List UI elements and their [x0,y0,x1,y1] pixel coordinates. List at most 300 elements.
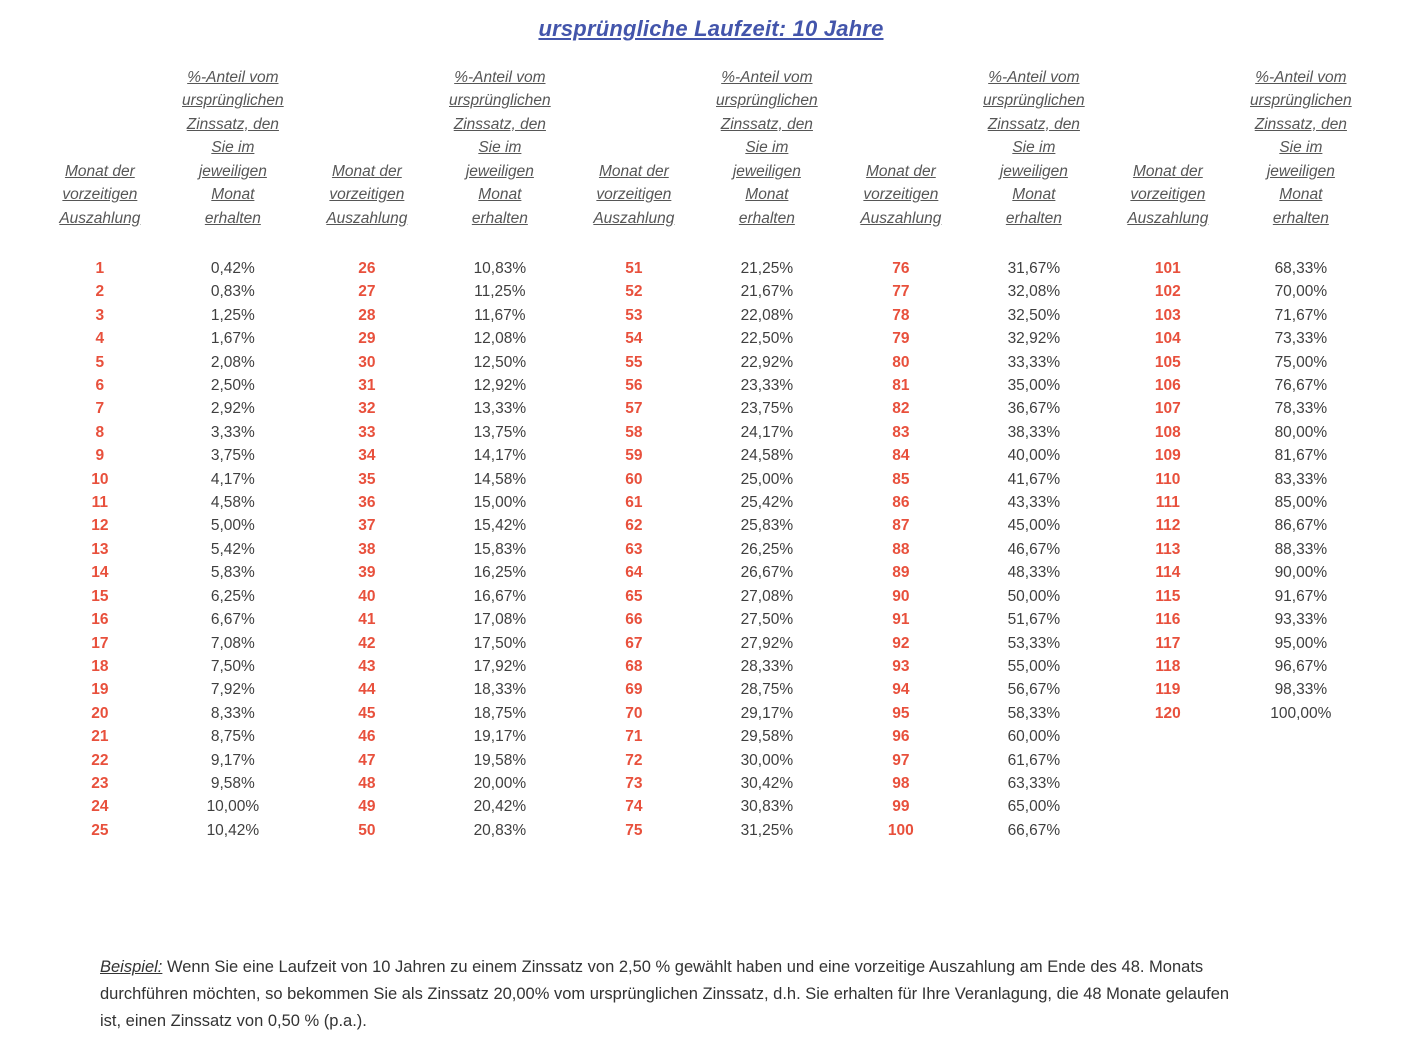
percent-cell: 36,67% [1007,400,1061,418]
percent-header-line [690,89,844,113]
percent-cell: 56,67% [1007,681,1061,699]
percent-header-text: %-Anteil vom [988,68,1080,86]
table-row [578,632,844,655]
table-row [44,749,310,772]
table-row [845,397,1111,420]
table-row [311,514,577,537]
table-group-body [1112,257,1378,725]
table-row [311,280,577,303]
table-row [578,444,844,467]
percent-header-line [423,89,577,113]
table-row [578,608,844,631]
table-row [44,632,310,655]
month-cell: 53 [625,306,643,324]
percent-cell: 9,17% [210,751,255,769]
month-cell: 54 [625,330,643,348]
percent-cell: 50,00% [1007,587,1061,605]
month-cell: 32 [358,400,376,418]
percent-header-text: %-Anteil vom [721,68,813,86]
table-row [1112,397,1378,420]
percent-cell: 17,92% [473,657,527,675]
month-cell: 83 [892,423,910,441]
month-cell: 10 [91,470,109,488]
percent-header-line [423,136,577,160]
month-cell: 81 [892,377,910,395]
month-header-text: Monat der [64,162,135,180]
table-row [1112,327,1378,350]
month-cell: 20 [91,704,109,722]
percent-header-line [1224,160,1378,184]
table-row [845,468,1111,491]
month-cell: 18 [91,657,109,675]
month-header-text: vorzeitigen [596,186,672,203]
percent-header-text: Monat [1279,186,1323,203]
table-row [44,257,310,280]
month-header-text: Monat der [1132,162,1203,180]
month-cell: 71 [625,728,643,746]
percent-header-text: Zinssatz, den [1254,115,1347,133]
percent-column-header [690,66,844,231]
month-cell: 75 [625,821,643,839]
percent-cell: 29,58% [740,728,794,746]
month-cell: 91 [892,611,910,629]
percent-header-text: Zinssatz, den [720,115,813,133]
month-cell: 89 [892,564,910,582]
table-row [44,468,310,491]
month-cell: 100 [887,821,914,839]
percent-header-line [156,207,310,231]
percent-cell: 22,92% [740,353,794,371]
month-cell: 37 [358,517,376,535]
percent-cell: 17,50% [473,634,527,652]
table-row [311,397,577,420]
month-cell: 34 [358,447,376,465]
table-row [845,374,1111,397]
percent-cell: 32,08% [1007,283,1061,301]
table-row [578,280,844,303]
month-cell: 84 [892,447,910,465]
table-row [578,655,844,678]
percent-header-text: jeweiligen [465,162,534,180]
percent-cell: 86,67% [1274,517,1328,535]
percent-cell: 35,00% [1007,377,1061,395]
table-row [845,725,1111,748]
example-text: Wenn Sie eine Laufzeit von 10 Jahren zu einem Zinssatz von 2,50 % gewählt haben und eine vorzeitige Auszahlung am Ende des 48. Monats durchführen möchten, so bekommen Sie als Zinssatz 20,00% vom ursprünglichen Zinssatz, d.h. Sie erhalten für Ihre Veranlagung, die 48 Monate gelaufen ist, einen Zinssatz von 0,50 % (p.a.). [100,958,1230,1030]
percent-cell: 16,67% [473,587,527,605]
month-header-line [311,207,423,231]
month-header-line [44,160,156,184]
percent-cell: 33,33% [1007,353,1061,371]
table-row [578,374,844,397]
month-cell: 55 [625,353,643,371]
table-row [578,538,844,561]
percent-cell: 17,08% [473,611,527,629]
percent-cell: 55,00% [1007,657,1061,675]
month-cell: 74 [625,798,643,816]
month-header-line [845,207,957,231]
month-cell: 49 [358,798,376,816]
month-cell: 114 [1155,564,1181,582]
percent-cell: 26,67% [740,564,794,582]
table-row [845,257,1111,280]
table-row [578,702,844,725]
percent-cell: 13,75% [473,423,527,441]
month-cell: 51 [625,260,643,277]
month-cell: 82 [892,400,910,418]
percent-cell: 0,42% [210,260,255,277]
month-cell: 119 [1155,681,1181,699]
table-row [845,514,1111,537]
percent-header-line [423,66,577,90]
table-row [311,608,577,631]
percent-cell: 88,33% [1274,540,1328,558]
table-row [578,468,844,491]
percent-header-text: ursprünglichen [983,92,1085,109]
month-cell: 103 [1154,306,1181,324]
percent-cell: 58,33% [1007,704,1061,722]
table-group-header [845,64,1111,230]
percent-header-line [957,136,1111,160]
percent-header-line [1224,136,1378,160]
month-cell: 108 [1154,423,1181,441]
month-cell: 36 [358,494,376,512]
month-cell: 112 [1155,517,1181,535]
percent-header-text: jeweiligen [1266,162,1335,180]
month-cell: 26 [358,260,376,277]
month-cell: 72 [625,751,643,769]
table-row [311,795,577,818]
table-row [578,772,844,795]
percent-cell: 8,33% [210,704,255,722]
month-cell: 52 [625,283,643,301]
percent-cell: 10,83% [473,260,527,277]
table-group-header [1112,64,1378,230]
month-cell: 8 [95,423,105,441]
percent-cell: 14,17% [473,447,527,465]
payout-rate-table [44,64,1378,842]
month-cell: 87 [892,517,910,535]
table-row [44,772,310,795]
table-row [44,655,310,678]
month-header-text: Auszahlung [59,209,141,227]
percent-cell: 8,75% [210,728,255,746]
month-cell: 33 [358,423,376,441]
table-row [1112,421,1378,444]
table-row [578,749,844,772]
month-cell: 11 [91,494,109,512]
month-header-line [845,160,957,184]
table-row [44,327,310,350]
percent-cell: 27,08% [740,587,794,605]
table-row [1112,374,1378,397]
percent-cell: 1,67% [210,330,255,348]
table-row [1112,655,1378,678]
month-cell: 57 [625,400,643,418]
percent-cell: 5,00% [210,517,255,535]
month-cell: 15 [91,587,109,605]
percent-header-text: Sie im [1279,139,1323,156]
percent-header-line [1224,113,1378,137]
percent-header-text: Zinssatz, den [987,115,1080,133]
month-cell: 93 [892,657,910,675]
month-cell: 92 [892,634,910,652]
percent-header-line [1224,89,1378,113]
percent-cell: 15,00% [473,494,527,512]
table-row [578,397,844,420]
month-cell: 31 [358,377,376,395]
month-cell: 109 [1154,447,1181,465]
month-cell: 6 [95,377,105,395]
percent-header-text: ursprünglichen [449,92,551,109]
percent-cell: 60,00% [1007,728,1061,746]
month-cell: 73 [625,774,643,792]
month-cell: 99 [892,798,910,816]
percent-cell: 31,25% [740,821,794,839]
table-row [44,374,310,397]
month-cell: 4 [95,330,105,348]
month-cell: 46 [358,728,376,746]
table-group-body [845,257,1111,842]
month-cell: 106 [1154,377,1181,395]
table-row [44,585,310,608]
percent-header-text: erhalten [204,209,261,227]
percent-header-line [957,89,1111,113]
month-cell: 60 [625,470,643,488]
month-cell: 118 [1155,657,1181,675]
table-row [845,304,1111,327]
month-cell: 77 [892,283,910,301]
percent-cell: 81,67% [1274,447,1328,465]
table-row [1112,351,1378,374]
percent-cell: 19,17% [473,728,527,746]
percent-cell: 48,33% [1007,564,1061,582]
table-row [311,421,577,444]
percent-cell: 15,83% [473,540,527,558]
percent-header-text: Monat [1012,186,1056,203]
percent-cell: 12,92% [473,377,527,395]
month-cell: 79 [892,330,910,348]
percent-cell: 12,50% [473,353,527,371]
percent-cell: 0,83% [210,283,255,301]
month-header-text: Auszahlung [860,209,942,227]
table-row [845,327,1111,350]
table-row [1112,702,1378,725]
percent-cell: 11,25% [474,283,526,301]
percent-header-line [156,66,310,90]
table-row [845,702,1111,725]
percent-cell: 31,67% [1007,260,1061,277]
percent-cell: 12,08% [473,330,527,348]
table-row [578,678,844,701]
percent-cell: 73,33% [1274,330,1328,348]
month-cell: 64 [625,564,643,582]
percent-cell: 30,83% [740,798,794,816]
table-group-5 [1112,64,1378,842]
month-header-text: Monat der [865,162,936,180]
table-row [311,444,577,467]
table-row [845,421,1111,444]
percent-cell: 61,67% [1007,751,1061,769]
table-row [845,444,1111,467]
percent-cell: 51,67% [1007,611,1061,629]
table-row [311,749,577,772]
table-row [578,304,844,327]
percent-column-header [1224,66,1378,231]
month-header-line [578,160,690,184]
month-cell: 47 [358,751,376,769]
percent-cell: 7,92% [210,681,255,699]
month-cell: 66 [625,611,643,629]
month-cell: 65 [625,587,643,605]
month-cell: 19 [91,681,109,699]
percent-header-text: ursprünglichen [716,92,818,109]
month-cell: 41 [358,611,376,629]
percent-header-line [690,113,844,137]
percent-cell: 76,67% [1274,377,1328,395]
percent-cell: 19,58% [473,751,527,769]
percent-cell: 24,58% [740,447,794,465]
table-row [1112,514,1378,537]
percent-cell: 38,33% [1007,423,1061,441]
table-row [578,725,844,748]
table-row [44,491,310,514]
table-row [311,632,577,655]
percent-cell: 45,00% [1007,517,1061,535]
percent-header-text: %-Anteil vom [187,68,279,86]
percent-header-text: Zinssatz, den [453,115,546,133]
month-cell: 13 [91,540,109,558]
month-header-line [44,207,156,231]
table-group-body [44,257,310,842]
table-group-header [311,64,577,230]
month-cell: 85 [892,470,910,488]
month-header-text: Auszahlung [326,209,408,227]
table-row [578,351,844,374]
month-cell: 23 [91,774,109,792]
percent-header-line [423,207,577,231]
page-title: ursprüngliche Laufzeit: 10 Jahre [538,16,884,41]
percent-header-text: Sie im [478,139,522,156]
table-row [1112,444,1378,467]
month-header-text: vorzeitigen [863,186,939,203]
percent-header-text: ursprünglichen [182,92,284,109]
percent-cell: 23,33% [740,377,794,395]
month-cell: 38 [358,540,376,558]
percent-header-line [957,113,1111,137]
percent-cell: 63,33% [1007,774,1061,792]
month-cell: 62 [625,517,643,535]
percent-header-text: erhalten [1005,209,1062,227]
percent-cell: 22,08% [740,306,794,324]
percent-cell: 98,33% [1274,681,1328,699]
percent-cell: 28,75% [740,681,794,699]
percent-cell: 28,33% [740,657,794,675]
table-row [845,351,1111,374]
month-cell: 117 [1155,634,1181,652]
table-row [311,374,577,397]
percent-header-line [1224,183,1378,207]
percent-cell: 71,67% [1274,306,1328,324]
month-cell: 69 [625,681,643,699]
percent-cell: 13,33% [473,400,527,418]
table-row [578,819,844,842]
month-cell: 25 [91,821,109,839]
month-cell: 76 [892,260,910,277]
month-cell: 56 [625,377,643,395]
percent-cell: 80,00% [1274,423,1328,441]
percent-cell: 41,67% [1007,470,1061,488]
table-row [311,725,577,748]
percent-header-text: Monat [478,186,522,203]
percent-header-text: %-Anteil vom [1255,68,1347,86]
month-cell: 98 [892,774,910,792]
month-header-line [1112,160,1224,184]
table-row [44,397,310,420]
month-cell: 107 [1154,400,1181,418]
table-row [578,257,844,280]
month-cell: 3 [95,306,105,324]
percent-cell: 7,50% [210,657,255,675]
percent-header-line [690,66,844,90]
table-row [311,585,577,608]
percent-header-line [156,136,310,160]
table-row [1112,468,1378,491]
percent-column-header [156,66,310,231]
table-row [311,678,577,701]
percent-cell: 93,33% [1274,611,1328,629]
month-header-line [1112,207,1224,231]
month-cell: 40 [358,587,376,605]
month-header-text: Monat der [598,162,669,180]
table-row [578,795,844,818]
table-row [44,608,310,631]
month-header-line [578,207,690,231]
percent-header-line [1224,66,1378,90]
month-cell: 45 [358,704,376,722]
table-row [845,585,1111,608]
percent-header-line [1224,207,1378,231]
table-row [578,491,844,514]
month-cell: 28 [358,306,376,324]
percent-header-text: ursprünglichen [1250,92,1352,109]
percent-cell: 2,08% [210,353,255,371]
table-row [1112,585,1378,608]
percent-cell: 43,33% [1007,494,1061,512]
table-row [44,444,310,467]
percent-header-text: jeweiligen [999,162,1068,180]
month-cell: 105 [1154,353,1181,371]
percent-header-text: jeweiligen [198,162,267,180]
table-row [845,538,1111,561]
table-row [311,772,577,795]
table-row [44,819,310,842]
percent-cell: 53,33% [1007,634,1061,652]
percent-cell: 9,58% [210,774,255,792]
table-row [845,655,1111,678]
table-row [311,561,577,584]
table-row [311,491,577,514]
percent-cell: 75,00% [1274,353,1328,371]
table-group-4 [845,64,1111,842]
month-cell: 59 [625,447,643,465]
percent-cell: 66,67% [1007,821,1061,839]
month-cell: 90 [892,587,910,605]
month-column-header [311,160,423,231]
month-cell: 24 [91,798,109,816]
percent-header-line [156,113,310,137]
table-group-header [44,64,310,230]
month-cell: 2 [95,283,105,301]
